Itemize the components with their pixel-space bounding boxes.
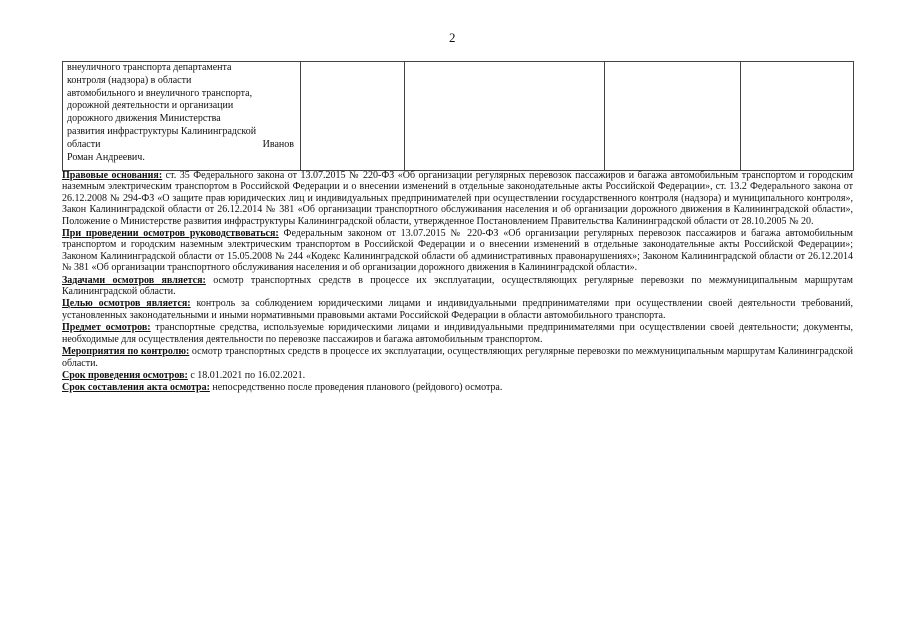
paragraph-text: контроль за соблюдением юридическими лицами и индивидуальными предпринимателями при осуществлении своей деятельности требований, установленных законодательными и иными нормативными правовыми актами Российской Федерации в области автомобильного транспорта.: [62, 298, 854, 321]
cell-line: развития инфраструктуры Калининградской: [67, 125, 257, 137]
paragraph-text: транспортные средства, используемые юридическими лицами и индивидуальными предпринимателями при осуществлении своей деятельности; документы, необходимые для осуществления деятельности по перевозке пассажиров и багажа автомобильным транспортом.: [62, 322, 853, 345]
paragraph-legal-basis: [62, 170, 853, 227]
paragraph-goal: [62, 298, 853, 321]
page-number: 2: [449, 30, 456, 45]
paragraph-text: осмотр транспортных средств в процессе их эксплуатации, осуществляющих регулярные перевозки по межмуниципальным маршрутам Калининградской области.: [62, 274, 854, 298]
paragraph-tasks: [62, 275, 853, 298]
paragraph-lead: Срок проведения осмотров:: [62, 369, 188, 381]
paragraph-text: Федеральным законом от 13.07.2015 № 220-ФЗ «Об организации регулярных перевозок пассажиров и багажа автомобильным транспортом и городским наземным электрическим транспортом в Российской Федерации и о внесении изменений в отдельные законодательные акты Российской Федерации»; Законом Калининградской области от 15.05.2008 № 244 «Кодекс Калининградской области об административных правонарушениях»; Законом Калининградской области от 26.12.2014 № 381 «Об организации транспортного обслуживания населения и об организации дорожного движения в Калининградской области».: [62, 228, 854, 274]
cell-line: дорожной деятельности и организации: [67, 100, 234, 112]
paragraph-lead: Срок составления акта осмотра:: [62, 382, 210, 394]
paragraph-lead: Правовые основания:: [62, 170, 163, 181]
cell-line: контроля (надзора) в области: [67, 74, 192, 86]
table-cell-inspector: [63, 62, 301, 171]
paragraph-subject: [62, 322, 853, 345]
table-cell-empty: [741, 62, 854, 171]
paragraph-guidance: [62, 228, 853, 274]
table-row: [63, 62, 854, 171]
paragraph-text: ст. 35 Федерального закона от 13.07.2015 № 220-ФЗ «Об организации регулярных перевозок пассажиров и багажа автомобильным транспортом и городским наземным электрическим транспортом в Российской Федерации и о внесении изменений в отдельные законодательные акты Российской Федерации», ст. 13.2 Федерального закона от 26.12.2008 № 294-ФЗ «О защите прав юридических лиц и индивидуальных предпринимателей при осуществлении государственного контроля (надзора) и муниципального контроля», Закон Калининградской области от 26.12.2014 № 381 «Об организации транспортного обслуживания населения и об организации дорожного движения в Калининградской области», Положение о Министерстве развития инфраструктуры Калининградской области, утвержденное Постановлением Правительства Калининградской области от 28.10.2005 № 20.: [62, 170, 853, 227]
paragraph-lead: Задачами осмотров является:: [62, 274, 206, 286]
paragraph-measures: [62, 346, 853, 369]
inspection-table: [62, 61, 854, 171]
cell-line: автомобильного и внеуличного транспорта,: [67, 87, 253, 99]
cell-line: области: [67, 138, 101, 150]
cell-line: внеуличного транспорта департамента: [67, 62, 232, 73]
table-cell-empty: [605, 62, 741, 171]
paragraph-text: с 18.01.2021 по 16.02.2021.: [187, 369, 306, 381]
paragraph-act-deadline: [62, 382, 853, 393]
cell-line: Роман Андреевич.: [67, 151, 145, 163]
cell-line: Иванов: [262, 138, 294, 150]
paragraph-text: осмотр транспортных средств в процессе их эксплуатации, осуществляющих регулярные перевозки по межмуниципальным маршрутам Калининградской области.: [62, 346, 853, 369]
table-cell-empty: [405, 62, 605, 171]
paragraph-period: [62, 370, 853, 381]
document-body: [62, 170, 853, 395]
paragraph-lead: При проведении осмотров руководствоваться:: [62, 228, 279, 240]
table-cell-empty: [301, 62, 405, 171]
paragraph-lead: Целью осмотров является:: [62, 298, 191, 310]
cell-line: дорожного движения Министерства: [67, 113, 221, 125]
paragraph-lead: Предмет осмотров:: [62, 322, 151, 334]
paragraph-text: непосредственно после проведения планового (рейдового) осмотра.: [209, 382, 503, 394]
paragraph-lead: Мероприятия по контролю:: [62, 346, 190, 358]
